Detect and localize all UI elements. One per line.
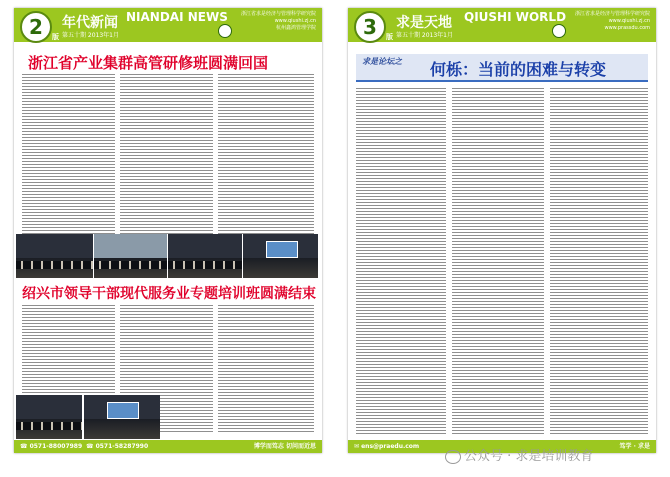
photo-building — [94, 234, 167, 278]
page-header — [348, 8, 656, 42]
wechat-icon — [445, 450, 461, 464]
footer-email: ✉ ens@praedu.com — [354, 443, 420, 450]
article-text-col-1 — [22, 74, 115, 234]
article-2-text-col-1 — [22, 305, 115, 393]
footer-phone-1: ☎ 0571-88007989 — [20, 443, 83, 450]
watermark: 公众号 · 求是培训教育 — [445, 445, 593, 464]
article-text-col-3 — [218, 74, 314, 234]
photo-presentation — [243, 234, 318, 278]
article-text-col-1 — [356, 88, 446, 436]
headline-1: 浙江省产业集群高管研修班圆满回国 — [28, 54, 269, 72]
page-3 — [348, 8, 656, 453]
headline-2: 绍兴市领导干部现代服务业专题培训班圆满结束 — [22, 286, 316, 302]
headline: 何栎：当前的困难与转变 — [430, 60, 607, 79]
photo-lecture — [84, 395, 160, 439]
logo-icon — [218, 24, 232, 38]
article-text-col-3 — [550, 88, 648, 436]
page-header — [14, 8, 322, 42]
page-number-badge: 3 版 — [354, 11, 386, 43]
column-title-en: NIANDAI NEWS — [126, 10, 228, 24]
page-2 — [14, 8, 322, 453]
article-text-col-2 — [120, 74, 213, 234]
footer-phone-2: ☎ 0571-58287990 — [86, 443, 149, 450]
footer-motto: 博学而笃志 切问而近思 — [253, 443, 316, 450]
logo-icon — [552, 24, 566, 38]
page-number-badge: 2 版 — [20, 11, 52, 43]
series-label: 求是论坛之 — [362, 56, 402, 66]
article-2-text-col-3 — [218, 305, 314, 433]
photo-group-2 — [16, 395, 82, 439]
page-footer — [14, 440, 322, 453]
footer-right: 笃学 · 求是 — [619, 443, 650, 450]
column-title-en: QIUSHI WORLD — [464, 10, 567, 24]
headline-banner — [356, 54, 648, 82]
column-title: 求是天地 — [396, 15, 452, 31]
header-info: 浙江省求是经济与管理科学研究院 www.qiushi.zj.cn 杭州鑫鸿管理学院 — [240, 11, 316, 31]
column-title: 年代新闻 — [62, 15, 118, 31]
photo-classroom — [168, 234, 242, 278]
header-info: 浙江省求是经济与管理科学研究院 www.qiushi.zj.cn www.prassdu.com — [574, 11, 650, 31]
issue-info: 第五十期 2013年1月 — [62, 32, 119, 39]
photo-group — [16, 234, 93, 278]
issue-info: 第五十期 2013年1月 — [396, 32, 453, 39]
article-text-col-2 — [452, 88, 544, 436]
